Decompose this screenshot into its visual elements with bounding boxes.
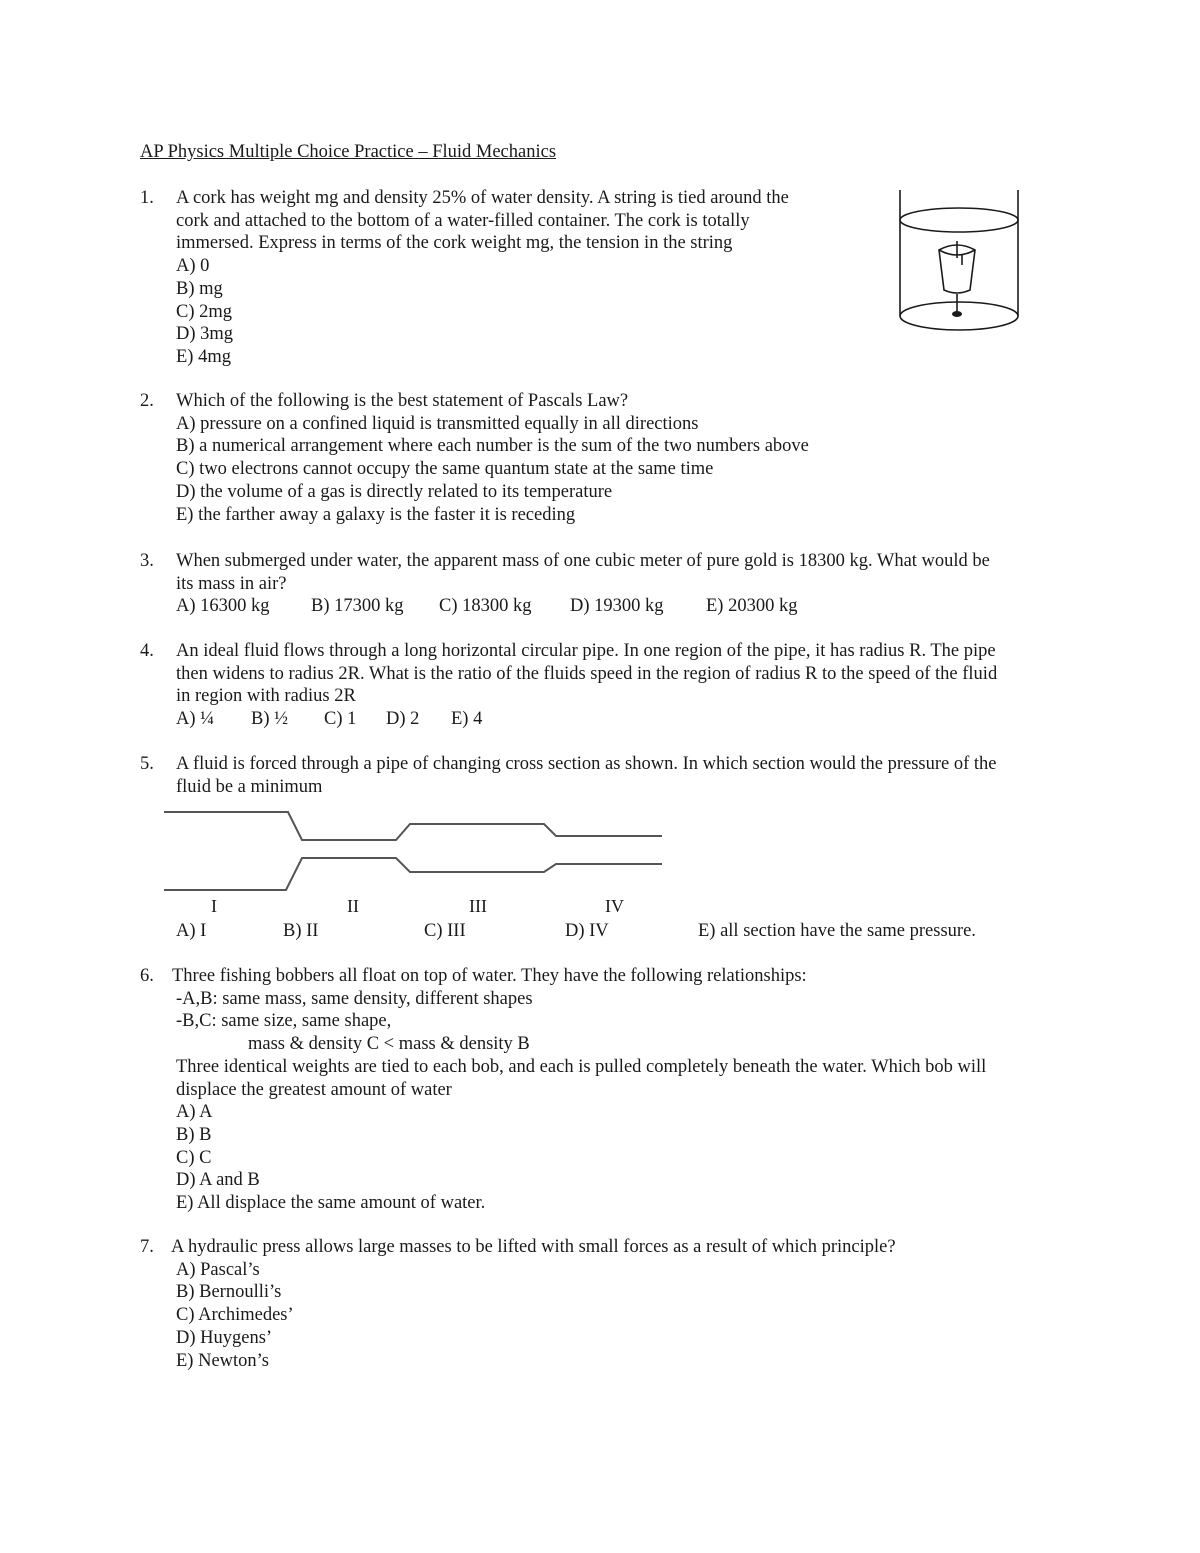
question-7: [140, 1236, 1060, 1372]
choice-a[interactable]: A) A: [176, 1102, 213, 1123]
relationship-bc: -B,C: same size, same shape,: [176, 1011, 392, 1032]
choice-e[interactable]: E) 20300 kg: [706, 596, 798, 617]
relationship-ab: -A,B: same mass, same density, different shapes: [176, 988, 533, 1009]
section-label-ii: II: [347, 896, 359, 916]
question-2: [140, 390, 1060, 526]
choice-b[interactable]: B) mg: [176, 278, 223, 299]
choices-row: [176, 920, 1060, 943]
choice-a[interactable]: A) 0: [176, 256, 210, 277]
choice-b[interactable]: B) Bernoulli’s: [176, 1282, 282, 1303]
question-number: 2.: [140, 391, 154, 411]
choices-row: [176, 595, 1060, 618]
question-stem-line: fluid be a minimum: [176, 776, 323, 797]
pipe-diagram: [162, 806, 667, 896]
choice-a[interactable]: A) 16300 kg: [176, 596, 270, 617]
question-5-choices: [140, 920, 1060, 943]
choice-c[interactable]: C) C: [176, 1147, 212, 1168]
question-number: 1.: [140, 188, 154, 208]
choice-c[interactable]: C) Archimedes’: [176, 1305, 294, 1326]
question-number: 7.: [140, 1237, 154, 1257]
question-stem-line: cork and attached to the bottom of a water-filled container. The cork is totally: [176, 210, 750, 231]
question-stem-line: then widens to radius 2R. What is the ratio of the fluids speed in the region of radius R to the speed of the fluid: [176, 663, 998, 684]
choice-c[interactable]: C) 1: [324, 709, 357, 730]
choice-d[interactable]: D) A and B: [176, 1170, 260, 1191]
relationship-bc-detail: mass & density C < mass & density B: [248, 1034, 530, 1055]
section-label-iii: III: [469, 896, 487, 916]
choice-c[interactable]: C) III: [424, 921, 466, 941]
choice-c[interactable]: C) 2mg: [176, 301, 233, 322]
question-5: [140, 753, 1060, 798]
question-number: 4.: [140, 641, 154, 661]
question-3: [140, 550, 1060, 618]
choice-e[interactable]: E) 4mg: [176, 346, 231, 367]
choice-e[interactable]: E) 4: [451, 709, 483, 730]
question-stem-line: Which of the following is the best statement of Pascals Law?: [176, 391, 629, 411]
page-title: AP Physics Multiple Choice Practice – Fluid Mechanics: [140, 142, 557, 162]
question-number: 6.: [140, 966, 154, 986]
choice-a[interactable]: A) Pascal’s: [176, 1259, 260, 1280]
question-stem-line: A cork has weight mg and density 25% of water density. A string is tied around the: [176, 188, 789, 208]
choices-row: [176, 708, 1060, 731]
choice-e[interactable]: E) all section have the same pressure.: [698, 921, 976, 941]
question-stem-line: immersed. Express in terms of the cork weight mg, the tension in the string: [176, 233, 733, 254]
choice-b[interactable]: B) B: [176, 1124, 212, 1145]
water-surface: [900, 208, 1018, 232]
question-stem-line: Three fishing bobbers all float on top of water. They have the following relationships:: [172, 966, 807, 986]
choice-a[interactable]: A) I: [176, 921, 207, 941]
choice-a[interactable]: A) ¼: [176, 709, 215, 730]
question-stem-line: A hydraulic press allows large masses to be lifted with small forces as a result of which principle?: [171, 1237, 896, 1257]
section-label-iv: IV: [605, 896, 624, 916]
choice-c[interactable]: C) two electrons cannot occupy the same quantum state at the same time: [176, 459, 714, 480]
question-stem-line: Three identical weights are tied to each bob, and each is pulled completely beneath the water. Which bob will: [176, 1056, 987, 1077]
choice-e[interactable]: E) the farther away a galaxy is the faster it is receding: [176, 504, 576, 525]
choice-c[interactable]: C) 18300 kg: [439, 596, 532, 617]
choice-e[interactable]: E) Newton’s: [176, 1350, 269, 1371]
choice-d[interactable]: D) IV: [565, 921, 609, 941]
choice-b[interactable]: B) 17300 kg: [311, 596, 404, 617]
choice-d[interactable]: D) 3mg: [176, 324, 234, 345]
question-number: 3.: [140, 551, 154, 571]
question-number: 5.: [140, 754, 154, 774]
choice-b[interactable]: B) ½: [251, 709, 288, 730]
question-6: [140, 965, 1060, 1215]
choice-d[interactable]: D) 2: [386, 709, 420, 730]
section-label-i: I: [211, 896, 217, 916]
question-stem-line: An ideal fluid flows through a long horizontal circular pipe. In one region of the pipe, it has radius R. The pipe: [176, 641, 996, 661]
choice-b[interactable]: B) II: [283, 921, 319, 941]
choice-d[interactable]: D) the volume of a gas is directly related to its temperature: [176, 481, 613, 502]
question-stem-line: in region with radius 2R: [176, 686, 356, 707]
choice-d[interactable]: D) Huygens’: [176, 1327, 273, 1348]
cork-container-diagram: [890, 186, 1030, 336]
pipe-upper-wall: [164, 812, 662, 840]
question-stem-line: A fluid is forced through a pipe of changing cross section as shown. In which section would the pressure of the: [176, 754, 997, 774]
question-stem-line: its mass in air?: [176, 573, 287, 594]
choice-a[interactable]: A) pressure on a confined liquid is transmitted equally in all directions: [176, 413, 699, 434]
choice-e[interactable]: E) All displace the same amount of water.: [176, 1193, 486, 1214]
anchor-knot: [952, 311, 962, 317]
question-stem-line: When submerged under water, the apparent mass of one cubic meter of pure gold is 18300 kg. What would be: [176, 551, 990, 571]
question-4: [140, 640, 1060, 731]
question-stem-line: displace the greatest amount of water: [176, 1079, 452, 1100]
choice-b[interactable]: B) a numerical arrangement where each number is the sum of the two numbers above: [176, 436, 809, 457]
pipe-lower-wall: [164, 858, 662, 890]
choice-d[interactable]: D) 19300 kg: [570, 596, 664, 617]
